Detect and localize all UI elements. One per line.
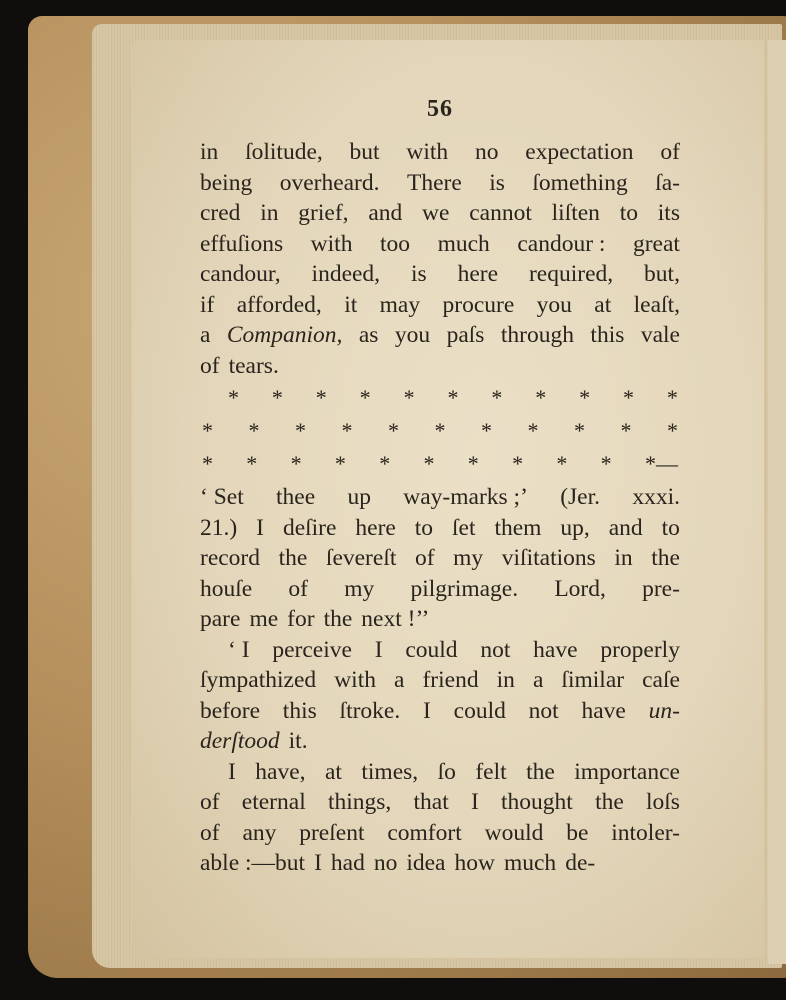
word: here xyxy=(355,514,396,541)
asterisk: * xyxy=(295,418,306,443)
word: at xyxy=(594,291,612,318)
asterisk: * xyxy=(666,385,678,410)
text-line xyxy=(200,290,680,321)
word: things, xyxy=(327,789,392,815)
word: afforded, xyxy=(236,291,322,318)
word: I xyxy=(314,850,322,876)
word: any xyxy=(242,819,277,846)
asterisk: * xyxy=(623,385,635,410)
word: loſs xyxy=(646,789,680,815)
word: here xyxy=(457,261,499,287)
word: required, xyxy=(528,261,614,287)
word: thought xyxy=(501,789,573,815)
word: had xyxy=(330,850,365,876)
paragraph-1 xyxy=(200,137,680,381)
text-line xyxy=(200,848,680,879)
word: idea xyxy=(406,850,446,876)
word: my xyxy=(344,575,375,602)
word: the xyxy=(651,545,680,571)
word: and xyxy=(368,200,403,226)
word: ſomething xyxy=(532,169,628,196)
word: the xyxy=(323,606,353,632)
asterisk: * xyxy=(467,451,479,476)
word: my xyxy=(453,545,484,571)
word: times, xyxy=(361,758,419,785)
asterisk: * xyxy=(620,418,632,443)
word: 21.) xyxy=(200,514,238,541)
asterisk: * xyxy=(228,385,239,410)
word: for xyxy=(287,606,315,632)
word: have xyxy=(581,697,626,724)
word: a xyxy=(532,667,544,693)
word: grief, xyxy=(298,200,349,226)
asterisk: * xyxy=(403,385,415,410)
facing-page-edge xyxy=(768,40,786,964)
word: the xyxy=(595,789,624,815)
asterisk: * xyxy=(535,385,547,410)
word: not xyxy=(480,636,511,663)
word: may xyxy=(379,291,421,318)
asterisk: * xyxy=(667,418,678,443)
word: pare xyxy=(200,606,241,632)
word: preſent xyxy=(299,819,365,846)
asterisk: * xyxy=(341,418,353,443)
asterisk-row xyxy=(200,414,680,447)
word: we xyxy=(422,200,450,226)
word: candour : xyxy=(517,230,606,257)
word: deſire xyxy=(282,514,337,541)
word: overheard. xyxy=(279,169,380,196)
word: of xyxy=(200,789,220,815)
word: could xyxy=(405,636,458,663)
word: of xyxy=(288,575,308,602)
asterisk: * xyxy=(527,418,539,443)
word: ſet xyxy=(452,514,476,541)
text-line xyxy=(200,726,680,757)
word: ſo xyxy=(437,758,456,785)
word: before xyxy=(200,697,261,724)
asterisk: *— xyxy=(644,451,678,476)
word: candour, xyxy=(200,261,281,287)
text-line xyxy=(200,229,680,260)
word: I xyxy=(374,636,383,663)
word: with xyxy=(334,667,376,693)
word: not xyxy=(528,697,559,724)
asterisk: * xyxy=(388,418,399,443)
asterisk: * xyxy=(579,385,591,410)
word: ſolitude, xyxy=(245,139,323,165)
word: in xyxy=(260,200,279,226)
text-line xyxy=(200,787,680,818)
word: caſe xyxy=(642,667,680,693)
asterisk: * xyxy=(481,418,492,443)
text-line xyxy=(200,168,680,199)
word: procure xyxy=(442,291,515,318)
word: with xyxy=(310,230,353,257)
word: ‘ I xyxy=(228,636,250,663)
word: un- xyxy=(648,697,680,724)
asterisk: * xyxy=(271,385,283,410)
word: is xyxy=(410,261,427,287)
word: ſtroke. xyxy=(339,697,401,724)
page-text xyxy=(200,96,680,879)
word: way-marks ;’ xyxy=(403,484,528,510)
word: effuſions xyxy=(200,230,284,257)
word: I xyxy=(256,514,264,541)
word: ſevereſt xyxy=(325,545,397,571)
word: would xyxy=(484,819,544,846)
word: in xyxy=(496,667,515,693)
word: to xyxy=(661,514,680,541)
asterisk: * xyxy=(290,451,302,476)
word: you xyxy=(536,291,572,318)
word: of xyxy=(660,139,680,165)
word: up, xyxy=(560,514,590,541)
word: vale xyxy=(640,322,680,348)
asterisk: * xyxy=(202,418,213,443)
word: its xyxy=(657,200,680,226)
word: to xyxy=(619,200,638,226)
word: in xyxy=(614,545,633,571)
asterisk: * xyxy=(447,385,459,410)
word: viſitations xyxy=(501,545,596,571)
text-line xyxy=(200,543,680,574)
word: houſe xyxy=(200,575,253,602)
text-line xyxy=(200,198,680,229)
word: too xyxy=(380,230,411,257)
word: cred xyxy=(200,200,241,226)
word: of xyxy=(200,819,220,846)
word: ‘ Set xyxy=(200,484,244,510)
asterisk: * xyxy=(379,451,391,476)
word: and xyxy=(608,514,643,541)
word: it xyxy=(344,291,358,318)
text-line xyxy=(200,696,680,727)
word: no xyxy=(373,850,398,876)
word: leaſt, xyxy=(633,291,680,318)
text-line xyxy=(200,351,680,382)
word: no xyxy=(474,139,499,165)
word: how xyxy=(454,850,495,876)
word: pre- xyxy=(642,575,680,602)
text-line xyxy=(200,818,680,849)
paragraph-2 xyxy=(200,482,680,635)
word: ſympathized xyxy=(200,667,317,693)
word: ſimilar xyxy=(561,667,625,693)
word: next !’’ xyxy=(361,606,430,632)
word: but, xyxy=(644,261,680,287)
word: the xyxy=(278,545,308,571)
asterisk-divider xyxy=(200,381,680,480)
word: but xyxy=(349,139,380,165)
word: perceive xyxy=(272,636,352,663)
word: cannot xyxy=(469,200,532,226)
asterisk-row xyxy=(200,381,680,414)
word: is xyxy=(489,169,505,196)
word: be xyxy=(566,819,589,846)
word: Companion, xyxy=(226,322,343,348)
asterisk: * xyxy=(491,385,503,410)
word: great xyxy=(632,230,680,257)
text-line xyxy=(200,574,680,605)
text-line xyxy=(200,513,680,544)
word: able :—but xyxy=(200,850,306,876)
word: expectation xyxy=(525,139,634,165)
paragraph-3 xyxy=(200,635,680,757)
word: through xyxy=(500,322,574,348)
word: of xyxy=(414,545,435,571)
word: you xyxy=(394,322,431,348)
word: thee xyxy=(276,484,316,510)
word: ſa- xyxy=(655,169,680,196)
paragraph-4 xyxy=(200,757,680,879)
word: paſs xyxy=(446,322,485,348)
word: me xyxy=(249,606,279,632)
word: pilgrimage. xyxy=(410,575,519,602)
word: of xyxy=(200,352,220,379)
word: xxxi. xyxy=(632,484,680,510)
text-line xyxy=(200,137,680,168)
asterisk: * xyxy=(246,451,258,476)
asterisk: * xyxy=(334,451,346,476)
word: could xyxy=(453,697,506,724)
word: felt xyxy=(475,758,507,785)
asterisk: * xyxy=(434,418,446,443)
word: tears. xyxy=(228,352,279,379)
text-line xyxy=(200,665,680,696)
word: record xyxy=(200,545,261,571)
word: There xyxy=(406,169,462,196)
word: this xyxy=(590,322,625,348)
word: I xyxy=(423,697,431,724)
text-line xyxy=(200,604,680,635)
word: properly xyxy=(600,636,680,663)
word: de- xyxy=(565,850,596,876)
word: Lord, xyxy=(554,575,606,602)
word: at xyxy=(324,758,342,785)
asterisk-row xyxy=(200,447,680,480)
word: in xyxy=(200,139,219,165)
word: much xyxy=(503,850,557,876)
asterisk: * xyxy=(512,451,524,476)
word: I xyxy=(228,758,236,785)
text-line xyxy=(200,482,680,513)
word: much xyxy=(437,230,490,257)
word: derſtood xyxy=(200,728,280,754)
word: liſten xyxy=(551,200,600,226)
word: intoler- xyxy=(611,819,680,846)
word: with xyxy=(406,139,449,165)
word: to xyxy=(414,514,434,541)
word: friend xyxy=(422,667,479,693)
asterisk: * xyxy=(359,385,371,410)
word: it. xyxy=(288,728,308,754)
asterisk: * xyxy=(315,385,327,410)
word: a xyxy=(200,322,211,348)
asterisk: * xyxy=(202,451,213,476)
text-line xyxy=(200,757,680,788)
word: the xyxy=(526,758,555,785)
word: if xyxy=(200,291,215,318)
word: being xyxy=(200,169,253,196)
asterisk: * xyxy=(423,451,435,476)
word: a xyxy=(394,667,405,693)
text-line xyxy=(200,259,680,290)
word: this xyxy=(282,697,317,724)
word: have, xyxy=(255,758,306,785)
word: them xyxy=(494,514,542,541)
word: indeed, xyxy=(311,261,381,287)
word: eternal xyxy=(241,789,306,815)
word: importance xyxy=(574,758,680,785)
asterisk: * xyxy=(248,418,260,443)
word: that xyxy=(413,789,449,815)
page-number: 56 xyxy=(427,96,453,122)
asterisk: * xyxy=(574,418,585,443)
text-line xyxy=(200,320,680,351)
word: (Jer. xyxy=(560,484,601,510)
word: up xyxy=(347,484,371,510)
word: have xyxy=(533,636,578,663)
text-line xyxy=(200,635,680,666)
asterisk: * xyxy=(600,451,612,476)
word: as xyxy=(358,322,379,348)
asterisk: * xyxy=(556,451,568,476)
word: comfort xyxy=(387,819,462,846)
word: I xyxy=(470,789,479,815)
